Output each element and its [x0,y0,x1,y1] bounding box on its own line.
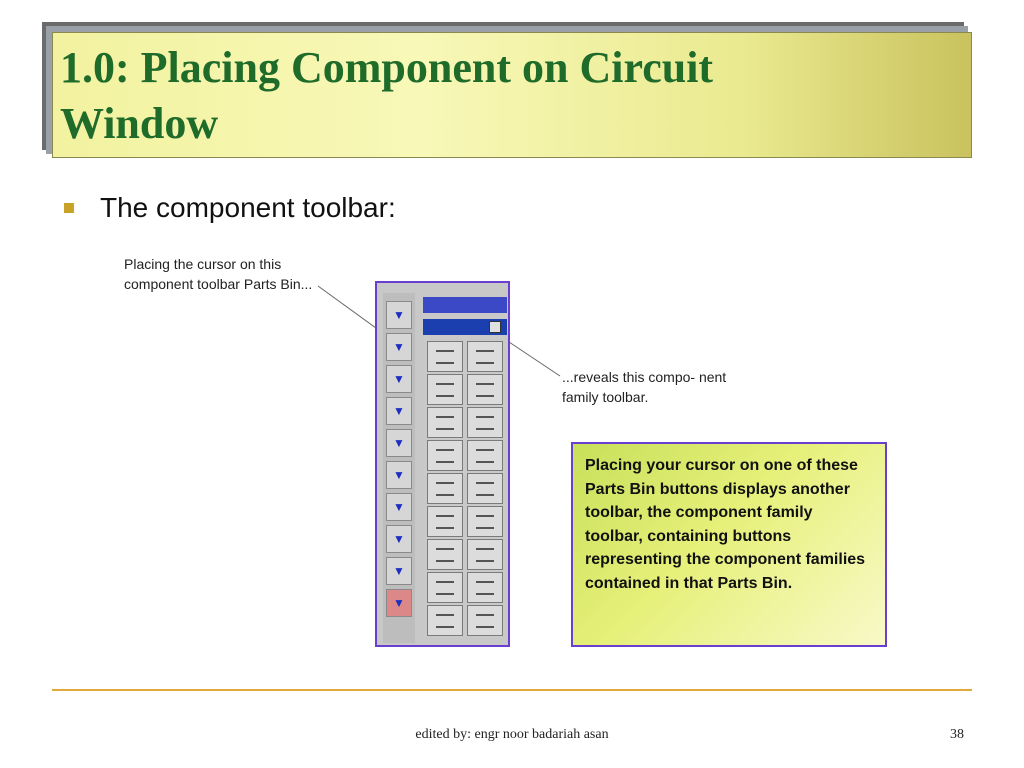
parts-bin-button [386,589,412,617]
arrow-down-icon: ▼ [393,468,405,482]
toolbar-screenshot [375,281,510,647]
component-icon [476,383,494,397]
arrow-down-icon: ▼ [393,436,405,450]
family-button [427,374,463,405]
component-icon [436,383,454,397]
parts-bin-button [386,365,412,393]
family-button [427,473,463,504]
caption-right: ...reveals this compo- nent family toolbar. [562,369,727,405]
family-button-grid [427,341,503,636]
component-family-toolbar [423,297,507,637]
component-icon [436,449,454,463]
component-icon [436,548,454,562]
component-icon [476,482,494,496]
arrow-down-icon: ▼ [393,404,405,418]
family-button [467,572,503,603]
component-icon [476,548,494,562]
parts-bin-button [386,557,412,585]
family-button [467,473,503,504]
footer-divider [52,689,972,691]
component-icon [436,482,454,496]
component-icon [436,350,454,364]
footer-credit: edited by: engr noor badariah asan [415,727,609,742]
component-icon [436,581,454,595]
parts-bin-button [386,493,412,521]
parts-bin-button [386,461,412,489]
close-icon [489,321,501,333]
component-icon [436,515,454,529]
component-icon [476,515,494,529]
page-number: 38 [950,727,964,742]
component-icon [436,416,454,430]
family-button [427,506,463,537]
parts-bin-button [386,525,412,553]
parts-bin-toolbar [383,293,415,643]
family-button [427,440,463,471]
family-button [427,605,463,636]
arrow-down-icon: ▼ [393,372,405,386]
component-icon [476,449,494,463]
family-button [467,506,503,537]
arrow-down-icon: ▼ [393,340,405,354]
family-toolbar-titlebar [423,319,507,335]
arrow-down-icon: ▼ [393,308,405,322]
arrow-down-icon: ▼ [393,500,405,514]
family-button [467,341,503,372]
component-icon [476,350,494,364]
component-icon [436,614,454,628]
title-line-1: 1.0: Placing Component on Circuit [60,43,714,92]
family-button [427,341,463,372]
family-button [427,572,463,603]
title-line-2: Window [60,99,219,148]
parts-bin-button [386,397,412,425]
component-icon [476,416,494,430]
family-button [467,407,503,438]
pointer-line-right [506,340,560,376]
family-button [467,539,503,570]
callout-box [571,442,887,647]
parts-bin-button [386,333,412,361]
family-button [467,374,503,405]
arrow-down-icon: ▼ [393,532,405,546]
bullet-text: The component toolbar: [100,192,396,223]
component-icon [476,614,494,628]
callout-text: Placing your cursor on one of these Parts Bin buttons displays another toolbar, the component family toolbar, containing buttons representing the component families contained in that Parts Bin. [585,457,866,592]
family-button [467,440,503,471]
caption-left: Placing the cursor on this component toolbar Parts Bin... [124,256,313,292]
family-button [427,407,463,438]
family-button [467,605,503,636]
window-tab [423,297,507,313]
arrow-down-icon: ▼ [393,564,405,578]
component-icon [476,581,494,595]
family-button [427,539,463,570]
parts-bin-button [386,301,412,329]
arrow-down-icon: ▼ [393,596,405,610]
parts-bin-button [386,429,412,457]
